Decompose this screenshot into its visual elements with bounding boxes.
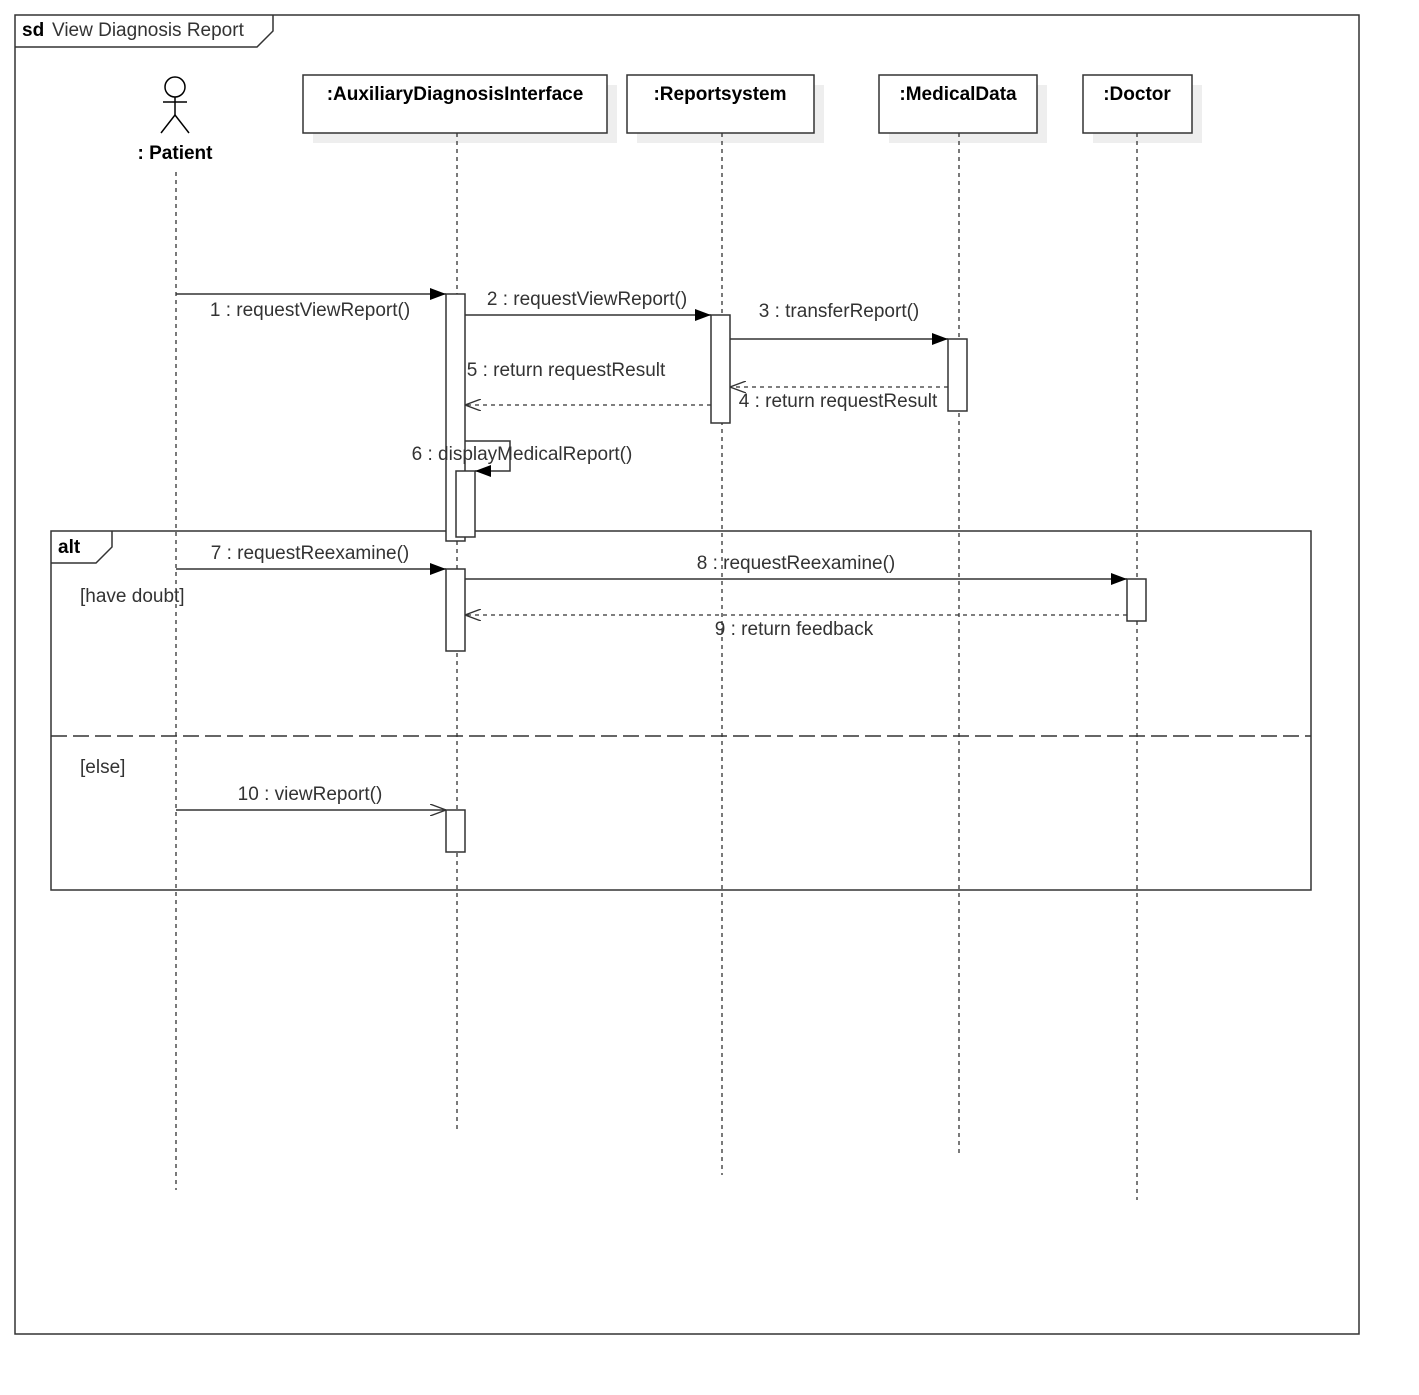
guard-else: [else] (80, 757, 126, 778)
lifeline-label: :Doctor (1103, 84, 1171, 105)
message-label: 2 : requestViewReport() (486, 289, 688, 310)
message-9[interactable] (465, 615, 1127, 640)
lifeline-head-medicaldata[interactable] (879, 75, 1047, 143)
alt-fragment (51, 531, 1311, 890)
message-label: 8 : requestReexamine() (696, 553, 896, 574)
lifeline-head-ui[interactable] (303, 75, 617, 143)
sd-frame (15, 15, 1359, 1334)
lifeline-head-doctor[interactable] (1083, 75, 1202, 143)
lifeline-label: :AuxiliaryDiagnosisInterface (326, 84, 584, 105)
message-label: 6 : displayMedicalReport() (411, 444, 633, 465)
message-label: 4 : return requestResult (738, 391, 938, 412)
message-label: 10 : viewReport() (237, 784, 383, 805)
activation-doctor (1127, 579, 1146, 621)
frame-keyword: sd (22, 20, 45, 41)
message-2[interactable] (465, 289, 711, 315)
message-5[interactable] (465, 360, 711, 405)
stick-figure-icon (161, 77, 189, 133)
activation-ui-view (446, 810, 465, 852)
activation-reportsystem (711, 315, 730, 423)
lifeline-label: :Reportsystem (653, 84, 787, 105)
message-6-self[interactable] (412, 441, 633, 471)
lifeline-label: :MedicalData (899, 84, 1017, 105)
frame-title: View Diagnosis Report (52, 20, 244, 41)
activation-ui-reexamine (446, 569, 465, 651)
activation-medicaldata (948, 339, 967, 411)
message-3[interactable] (730, 301, 948, 339)
lifeline-head-reportsystem[interactable] (627, 75, 824, 143)
message-label: 5 : return requestResult (466, 360, 666, 381)
actor-patient[interactable] (138, 77, 214, 164)
message-label: 1 : requestViewReport() (209, 300, 411, 321)
actor-label: : Patient (137, 143, 213, 164)
message-label: 9 : return feedback (714, 619, 874, 640)
guard-have-doubt: [have doubt] (80, 586, 185, 607)
message-10[interactable] (176, 784, 446, 810)
message-label: 7 : requestReexamine() (210, 543, 410, 564)
alt-keyword: alt (58, 537, 81, 558)
message-1[interactable] (176, 294, 446, 321)
message-4[interactable] (730, 387, 948, 412)
message-label: 3 : transferReport() (758, 301, 920, 322)
activation-ui-self (456, 471, 475, 537)
message-7[interactable] (176, 543, 446, 569)
message-8[interactable] (465, 553, 1127, 579)
